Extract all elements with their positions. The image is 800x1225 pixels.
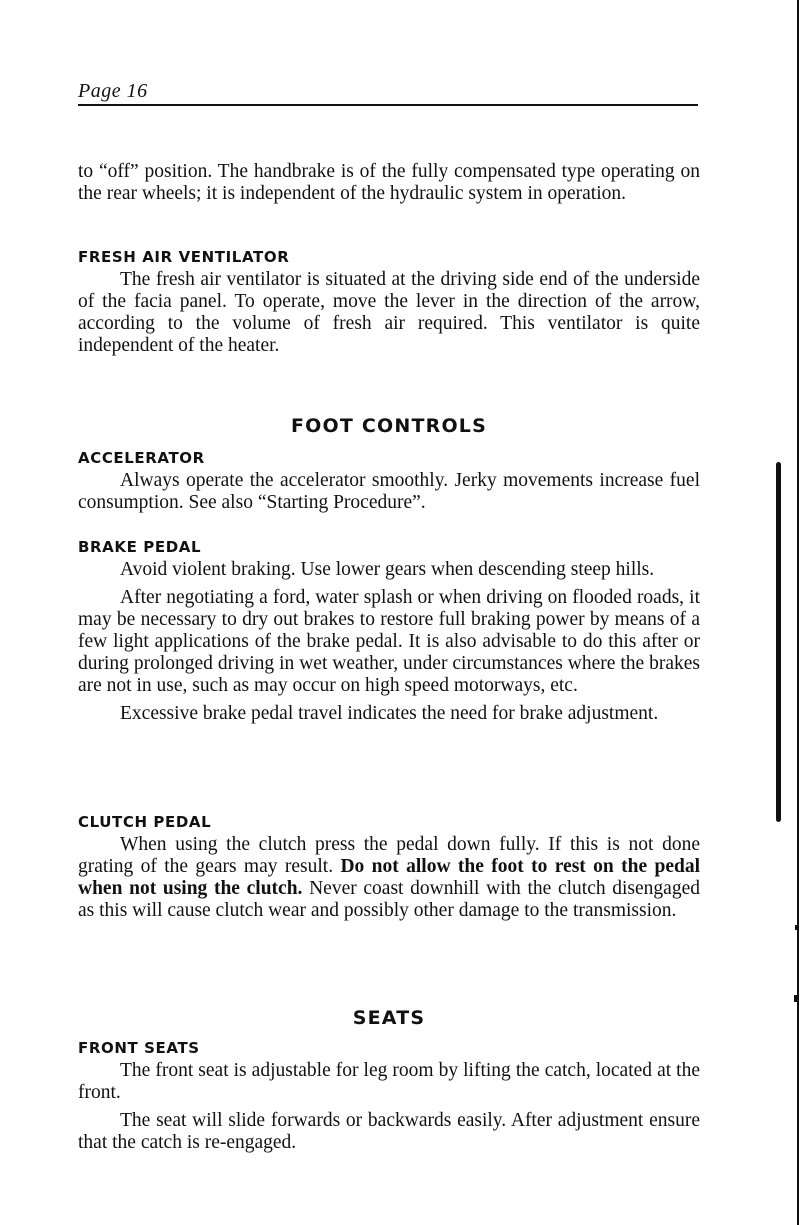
seats-title: SEATS [352,1007,426,1029]
scan-edge-line [797,0,799,1225]
brake-pedal-paragraph-3: Excessive brake pedal travel indicates the need for brake adjustment. [120,703,659,724]
fresh-air-section [78,247,700,357]
accelerator-section [78,448,700,514]
clutch-text-start: When using the clutch press the pedal down fully. If this is not done grating of the gears may result. [78,834,700,877]
fresh-air-heading: FRESH AIR VENTILATOR [78,248,290,266]
clutch-warning-bold: Do not allow the foot to rest on the pedal when not using the clutch. [78,856,700,899]
scan-edge-smudge [776,462,781,822]
seats-section [78,1006,700,1030]
intro-paragraph [78,161,700,205]
scan-speck [794,995,798,1002]
brake-pedal-paragraph-1: Avoid violent braking. Use lower gears when descending steep hills. [120,559,655,580]
front-seats-paragraph-1: The front seat is adjustable for leg room by lifting the catch, located at the front. [78,1060,700,1103]
clutch-pedal-heading: CLUTCH PEDAL [78,813,212,831]
brake-pedal-section [78,537,700,725]
fresh-air-paragraph: The fresh air ventilator is situated at the driving side end of the underside of the facia panel. To operate, move the lever in the direction of the arrow, according to the volume of fresh air required. This ventilator is quite independent of the heater. [78,269,700,356]
accelerator-heading: ACCELERATOR [78,449,205,467]
clutch-text-end: Never coast downhill with the clutch disengaged as this will cause clutch wear and possibly other damage to the transmission. [78,878,700,921]
header-rule [78,104,698,106]
clutch-pedal-section [78,812,700,922]
brake-pedal-heading: BRAKE PEDAL [78,538,202,556]
accelerator-paragraph: Always operate the accelerator smoothly. Jerky movements increase fuel consumption. See also “Starting Procedure”. [78,470,700,513]
intro-text: to “off” position. The handbrake is of the fully compensated type operating on the rear wheels; it is independent of the hydraulic system in operation. [78,161,700,204]
scan-speck [795,925,798,930]
front-seats-heading: FRONT SEATS [78,1039,200,1057]
foot-controls-title: FOOT CONTROLS [291,415,487,437]
clutch-pedal-paragraph [78,834,700,922]
brake-pedal-paragraph-2: After negotiating a ford, water splash or when driving on flooded roads, it may be necessary to dry out brakes to restore full braking power by means of a few light applications of the brake pedal. It is also advisable to do this after or during prolonged driving in wet weather, under circumstances where the brakes are not in use, such as may occur on high speed motorways, etc. [78,587,700,696]
front-seats-section [78,1038,700,1154]
foot-controls-section [78,414,700,438]
running-head: Page 16 [78,80,148,102]
front-seats-paragraph-2: The seat will slide forwards or backwards easily. After adjustment ensure that the catch is re-engaged. [78,1110,700,1153]
